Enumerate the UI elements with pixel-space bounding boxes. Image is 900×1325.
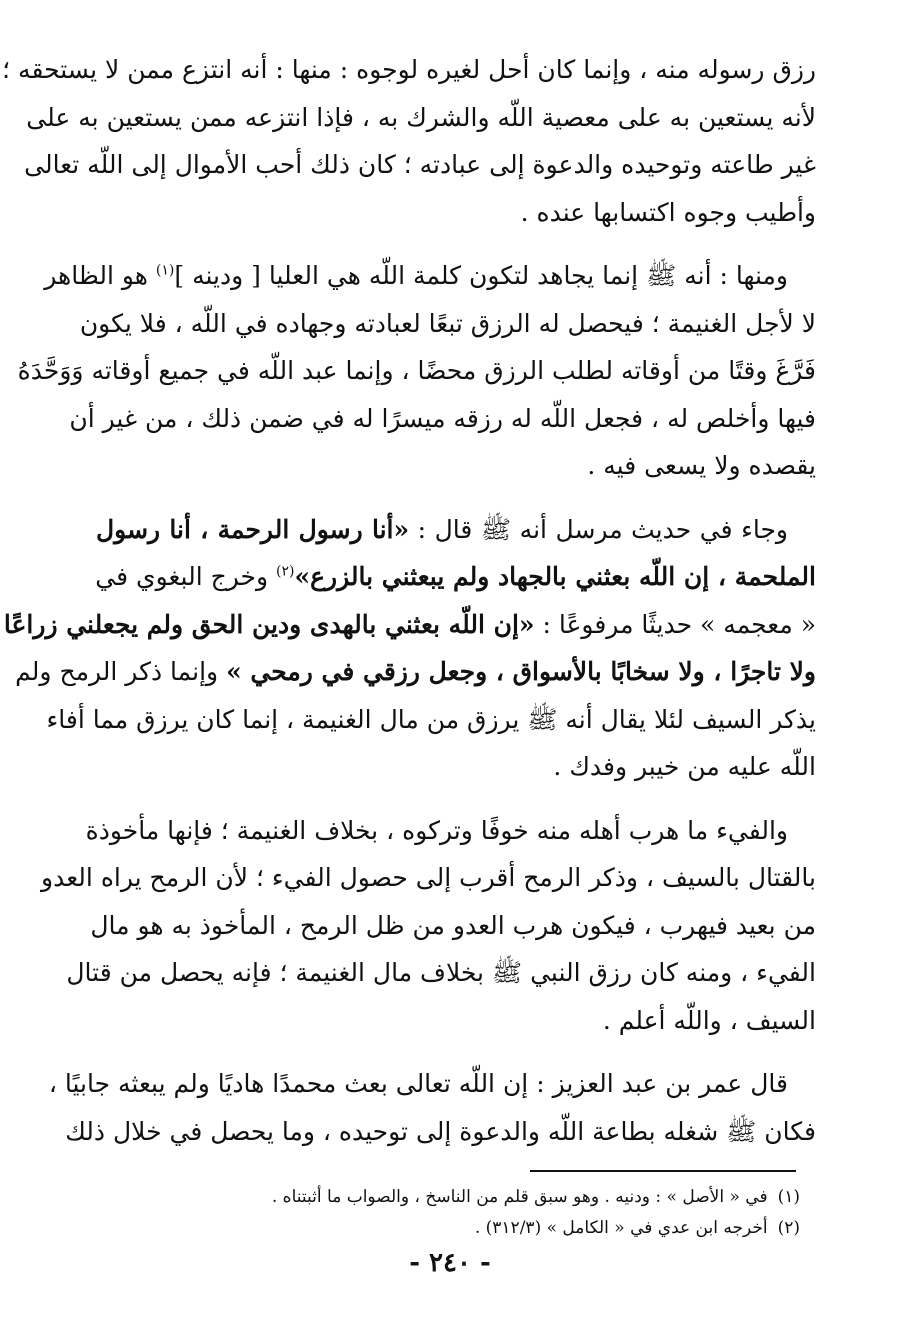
footnote-2: [300, 1213, 800, 1244]
text-line: [96, 506, 816, 554]
text-segment: « معجمه » حديثًا مرفوعًا :: [542, 609, 816, 639]
text-line: من بعيد فيهرب ، فيكون هرب العدو من ظل الرمح ، المأخوذ به هو مال: [90, 910, 816, 940]
hadith-quote: ولا تاجرًا ، ولا سخابًا بالأسواق ، وجعل رزقي في رمحي »: [226, 657, 816, 686]
text-line: وأطيب وجوه اكتسابها عنده .: [520, 197, 816, 227]
text-line: اللّه عليه من خيبر وفدك .: [553, 752, 816, 781]
text-line: بالقتال بالسيف ، وذكر الرمح أقرب إلى حصول الفيء ؛ لأن الرمح يراه العدو: [41, 863, 816, 892]
footnote-number: (٢): [777, 1218, 800, 1238]
text-line: قال عمر بن عبد العزيز : إن اللّه تعالى بعث محمدًا هاديًا ولم يبعثه جابيًا ،: [48, 1069, 788, 1098]
text-line: فكان ﷺ شغله بطاعة اللّه والدعوة إلى توحيده ، وما يحصل في خلال ذلك: [65, 1116, 816, 1146]
text-line: لأنه يستعين به على معصية اللّه والشرك به ، فإذا انتزعه ممن يستعين به على: [26, 102, 816, 132]
paragraph-2: [17, 252, 816, 490]
text-line: يذكر السيف لئلا يقال أنه ﷺ يرزق من مال الغنيمة ، إنما كان يرزق مما أفاء: [46, 704, 816, 734]
text-segment: وإنما ذكر الرمح ولم: [15, 657, 219, 686]
footnote-text: في « الأصل » : ودنيه . وهو سبق قلم من الناسخ ، والصواب ما أثبتناه .: [271, 1187, 768, 1207]
footnote-divider: [530, 1170, 796, 1172]
text-line: السيف ، واللّه أعلم .: [602, 1005, 816, 1035]
footnote-ref-2: (٢): [276, 563, 295, 580]
text-line: [15, 648, 816, 696]
main-text: [2, 46, 816, 1155]
paragraph-5: [48, 1060, 816, 1155]
paragraph-1: [2, 46, 816, 236]
paragraph-4: [41, 807, 816, 1045]
footnote-1: [271, 1182, 800, 1213]
hadith-quote: الملحمة ، إن اللّه بعثني بالجهاد ولم يبعثني بالزرع»: [294, 562, 816, 591]
text-line: لا لأجل الغنيمة ؛ فيحصل له الرزق تبعًا لعبادته وجهاده في اللّه ، فلا يكون: [79, 308, 816, 338]
page-number: - ٢٤٠ -: [409, 1248, 491, 1278]
text-line: والفيء ما هرب أهله منه خوفًا وتركوه ، بخلاف الغنيمة ؛ فإنها مأخوذة: [85, 815, 788, 845]
text-segment: هو الظاهر: [44, 261, 148, 290]
text-line: رزق رسوله منه ، وإنما كان أحل لغيره لوجوه : منها : أنه انتزع ممن لا يستحقه ؛: [2, 55, 816, 84]
text-line: [3, 601, 816, 649]
text-line: [44, 252, 816, 300]
text-line: يقصده ولا يسعى فيه .: [587, 451, 816, 480]
text-line: فَرَّغَ وقتًا من أوقاته لطلب الرزق محضًا ، وإنما عبد اللّه في جميع أوقاته وَوَحَّدَهُ: [17, 356, 816, 385]
text-segment: وخرج البغوي في: [95, 562, 269, 591]
hadith-quote: «أنا رسول الرحمة ، أنا رسول: [96, 514, 410, 544]
paragraph-3: [3, 506, 816, 791]
text-line: الفيء ، ومنه كان رزق النبي ﷺ بخلاف مال الغنيمة ؛ فإنه يحصل من قتال: [66, 958, 816, 987]
footnotes: [271, 1182, 800, 1244]
footnote-text: أخرجه ابن عدي في « الكامل » (٣١٢/٣) .: [474, 1218, 768, 1238]
text-segment: ومنها : أنه ﷺ إنما يجاهد لتكون كلمة اللّه هي العليا [ ودينه ]: [174, 261, 788, 290]
footnote-ref-1: (١): [155, 262, 175, 279]
footnote-number: (١): [777, 1187, 800, 1207]
text-line: فيها وأخلص له ، فجعل اللّه له رزقه ميسرًا له في ضمن ذلك ، من غير أن: [69, 403, 816, 433]
text-line: [96, 553, 816, 601]
text-line: غير طاعته وتوحيده والدعوة إلى عبادته ؛ كان ذلك أحب الأموال إلى اللّه تعالى: [24, 150, 816, 179]
hadith-quote: «إن اللّه بعثني بالهدى ودين الحق ولم يجعلني زراعًا: [3, 609, 535, 639]
text-segment: وجاء في حديث مرسل أنه ﷺ قال :: [417, 514, 788, 544]
